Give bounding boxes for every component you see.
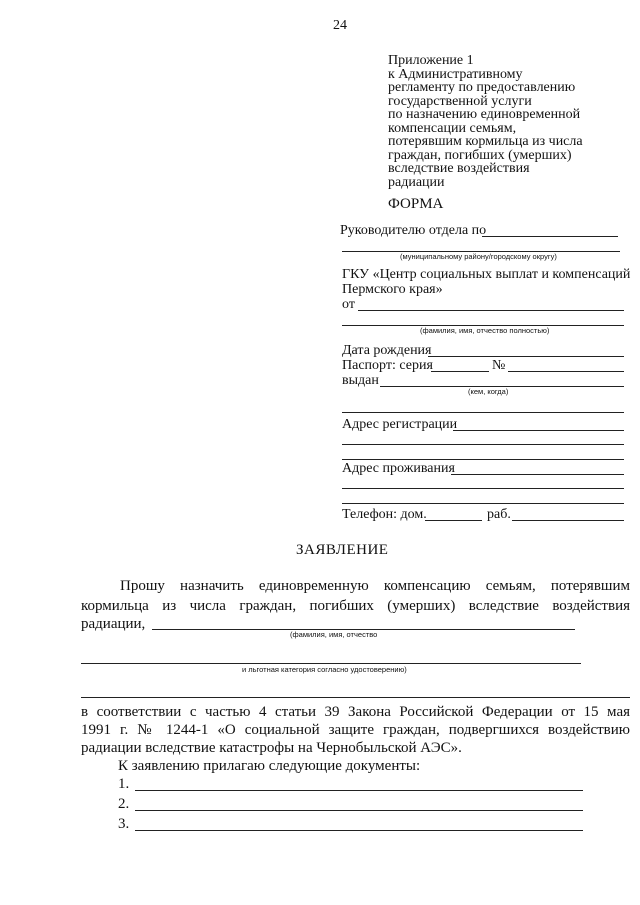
- passport-number-field[interactable]: [508, 371, 624, 372]
- appendix-line: к Административному: [388, 66, 523, 82]
- live-address-field-2[interactable]: [342, 488, 624, 489]
- municipal-field[interactable]: [482, 236, 618, 237]
- reg-address-field[interactable]: [453, 430, 624, 431]
- para2-line3: радиации вследствие катастрофы на Чернобыльской АЭС».: [81, 740, 462, 756]
- org-line-1: ГКУ «Центр социальных выплат и компенсаций: [342, 267, 631, 282]
- appendix-line: граждан, погибших (умерших): [388, 147, 572, 163]
- passport-number-label: №: [492, 358, 506, 373]
- issued-hint: (кем, когда): [468, 387, 509, 396]
- to-head-label: Руководителю отдела по: [340, 223, 487, 238]
- dob-field[interactable]: [428, 356, 624, 357]
- attach-label: К заявлению прилагаю следующие документы:: [118, 758, 421, 774]
- reg-address-label: Адрес регистрации: [342, 417, 458, 432]
- appendix-line: по назначению единовременной: [388, 107, 581, 122]
- org-line-2: Пермского края»: [342, 282, 443, 297]
- appendix-block: [388, 54, 583, 189]
- live-address-field[interactable]: [451, 474, 624, 475]
- appendix-line: государственной услуги: [388, 93, 532, 109]
- live-address-field-3[interactable]: [342, 503, 624, 504]
- appendix-line: потерявшим кормильца из числа: [388, 134, 583, 149]
- para1-line2: кормильца из числа граждан, погибших (умерших) вследствие воздействия: [81, 598, 630, 614]
- doc-item-3-field[interactable]: [135, 830, 583, 831]
- statement-title: ЗАЯВЛЕНИЕ: [296, 542, 389, 558]
- doc-item-1-field[interactable]: [135, 790, 583, 791]
- from-label: от: [342, 297, 355, 312]
- doc-item-3-number: 3.: [118, 816, 130, 832]
- live-address-label: Адрес проживания: [342, 461, 455, 476]
- appendix-line: компенсации семьям,: [388, 120, 517, 136]
- dob-label: Дата рождения: [342, 343, 432, 358]
- passport-label: Паспорт: серия: [342, 358, 433, 373]
- appendix-line: вследствие воздействия: [388, 161, 530, 176]
- reg-address-field-3[interactable]: [342, 459, 624, 460]
- category-hint: и льготная категория согласно удостоверению): [242, 665, 407, 674]
- appendix-line: Приложение 1: [388, 53, 474, 68]
- para2-line1: в соответствии с частью 4 статьи 39 Закона Российской Федерации от 15 мая: [81, 704, 630, 720]
- phone-work-field[interactable]: [512, 520, 624, 521]
- para2-line2: 1991 г. № 1244-1 «О социальной защите граждан, подвергшихся воздействию: [81, 722, 630, 738]
- doc-item-2-number: 2.: [118, 796, 130, 812]
- para1-line1: Прошу назначить единовременную компенсацию семьям, потерявшим: [120, 578, 630, 594]
- fio-hint-2: (фамилия, имя, отчество: [290, 630, 378, 639]
- municipal-hint: (муниципальному району/городскому округу): [400, 252, 557, 261]
- fio-hint: (фамилия, имя, отчество полностью): [420, 326, 550, 335]
- para1-line3: радиации,: [81, 616, 146, 632]
- doc-item-2-field[interactable]: [135, 810, 583, 811]
- appendix-line: радиации: [388, 174, 445, 190]
- phone-home-field[interactable]: [425, 520, 482, 521]
- phone-work-label: раб.: [487, 507, 511, 522]
- category-field-2[interactable]: [81, 697, 630, 698]
- appendix-line: регламенту по предоставлению: [388, 80, 576, 95]
- passport-series-field[interactable]: [431, 371, 489, 372]
- reg-address-field-2[interactable]: [342, 444, 624, 445]
- form-title: ФОРМА: [388, 196, 444, 212]
- category-field[interactable]: [81, 663, 581, 664]
- issued-field-2[interactable]: [342, 412, 624, 413]
- doc-item-1-number: 1.: [118, 776, 130, 792]
- page-number: 24: [333, 18, 347, 33]
- issued-label: выдан: [342, 373, 379, 388]
- phone-home-label: Телефон: дом.: [342, 507, 427, 522]
- from-field[interactable]: [358, 310, 624, 311]
